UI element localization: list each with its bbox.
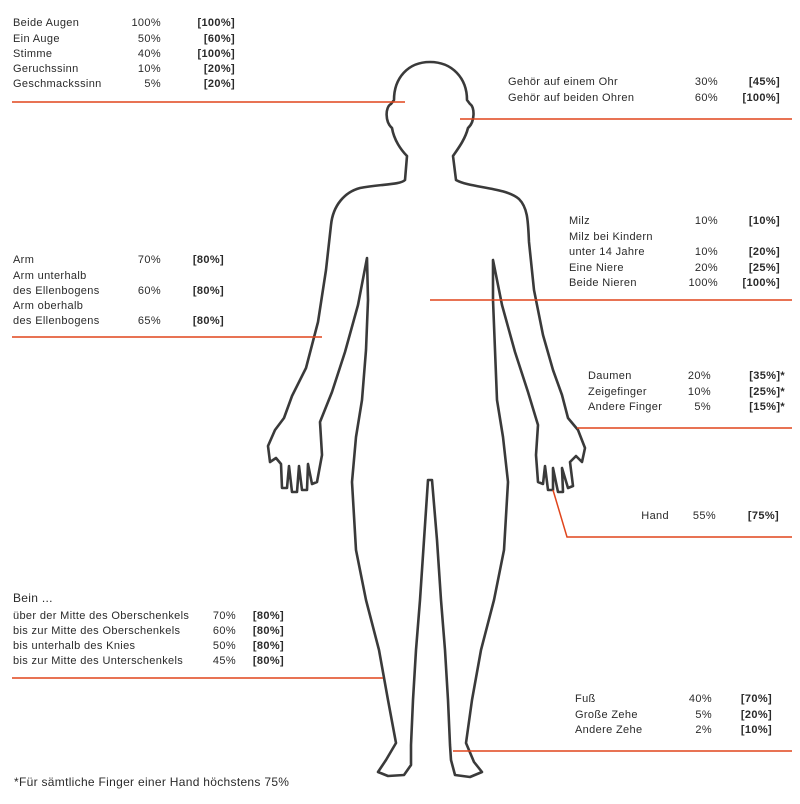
- body-part-label: Geruchssinn: [13, 63, 79, 76]
- body-part-label: Stimme: [13, 47, 53, 60]
- percentage-value: 60%: [137, 284, 161, 297]
- max-value: [10%]: [740, 724, 772, 736]
- percentage-value: 70%: [212, 609, 236, 622]
- max-value: [20%]: [203, 63, 235, 76]
- body-part-label: Andere Zehe: [575, 724, 643, 736]
- body-part-label: Beide Augen: [13, 17, 80, 30]
- body-part-label: Arm oberhalb: [13, 300, 84, 313]
- max-value: [20%]: [748, 246, 780, 258]
- table-row: [13, 314, 224, 329]
- table-row: [569, 214, 780, 230]
- organs-group: [569, 214, 780, 292]
- body-part-label: Eine Niere: [569, 261, 624, 274]
- table-row: [13, 624, 284, 639]
- human-body-outline: [268, 62, 585, 777]
- body-part-label: Arm unterhalb: [13, 269, 87, 282]
- max-value: [20%]: [740, 708, 772, 721]
- max-value: [80%]: [252, 609, 284, 622]
- body-part-label: Daumen: [588, 370, 632, 382]
- table-row: [569, 245, 780, 261]
- table-row: [13, 284, 224, 299]
- max-value: [80%]: [252, 654, 284, 667]
- hand-group: [600, 509, 779, 524]
- percentage-value: 20%: [687, 370, 711, 382]
- max-value: [80%]: [192, 315, 224, 328]
- head-senses-group: [13, 16, 235, 92]
- body-part-label: des Ellenbogens: [13, 315, 100, 328]
- body-part-label: Ein Auge: [13, 32, 60, 45]
- max-value: [20%]: [203, 78, 235, 91]
- max-value: [35%]*: [749, 370, 785, 382]
- table-row: [13, 609, 284, 624]
- foot-group: [575, 692, 772, 739]
- max-value: [80%]: [192, 254, 224, 267]
- max-value: [100%]: [742, 277, 780, 289]
- percentage-value: 40%: [688, 693, 712, 705]
- footnote: *Für sämtliche Finger einer Hand höchstens 75%: [14, 775, 290, 789]
- max-value: [100%]: [197, 47, 235, 60]
- body-part-label: Milz: [569, 215, 590, 227]
- table-row: [588, 369, 785, 385]
- percentage-value: 55%: [692, 509, 716, 522]
- percentage-value: 65%: [137, 315, 161, 328]
- max-value: [75%]: [747, 509, 779, 522]
- percentage-value: 10%: [694, 246, 718, 258]
- table-row: [588, 400, 785, 416]
- max-value: [100%]: [197, 17, 235, 30]
- percentage-value: 10%: [694, 215, 718, 227]
- percentage-value: 100%: [131, 17, 161, 30]
- percentage-value: 10%: [687, 385, 711, 398]
- leg-group: [13, 589, 284, 669]
- body-part-label: Milz bei Kindern: [569, 230, 653, 243]
- table-row: [508, 90, 780, 106]
- body-part-label: Gehör auf beiden Ohren: [508, 92, 635, 104]
- percentage-value: 60%: [212, 624, 236, 637]
- body-part-label: bis zur Mitte des Oberschenkels: [13, 624, 181, 637]
- max-value: [15%]*: [749, 401, 785, 413]
- percentage-value: 70%: [137, 254, 161, 267]
- max-value: [80%]: [252, 624, 284, 637]
- table-row: [13, 16, 235, 31]
- table-row: [569, 261, 780, 277]
- percentage-value: 60%: [694, 92, 718, 104]
- table-row: [13, 47, 235, 62]
- body-part-label: unter 14 Jahre: [569, 246, 645, 258]
- body-part-label: Große Zehe: [575, 708, 638, 721]
- max-value: [45%]: [748, 76, 780, 88]
- max-value: [100%]: [742, 92, 780, 104]
- table-row: [569, 230, 780, 246]
- arm-group: [13, 253, 224, 329]
- max-value: [25%]*: [749, 385, 785, 398]
- table-row: [575, 708, 772, 724]
- percentage-value: 45%: [212, 654, 236, 667]
- percentage-value: 30%: [694, 76, 718, 88]
- table-row: [13, 77, 235, 92]
- table-row: [13, 62, 235, 77]
- body-part-label: bis unterhalb des Knies: [13, 639, 136, 652]
- percentage-value: 10%: [137, 63, 161, 76]
- percentage-value: 5%: [144, 78, 161, 91]
- body-part-label: Gehör auf einem Ohr: [508, 76, 618, 88]
- table-row: [575, 692, 772, 708]
- max-value: [80%]: [252, 639, 284, 652]
- table-row: [13, 32, 235, 47]
- max-value: [60%]: [203, 32, 235, 45]
- fingers-group: [588, 369, 785, 416]
- percentage-value: 50%: [212, 639, 236, 652]
- percentage-value: 5%: [694, 401, 711, 413]
- table-row: [569, 276, 780, 292]
- max-value: [70%]: [740, 693, 772, 705]
- percentage-value: 40%: [137, 47, 161, 60]
- table-row: [508, 74, 780, 90]
- body-part-label: Arm: [13, 254, 35, 267]
- table-row: [600, 509, 779, 524]
- table-row: [13, 639, 284, 654]
- body-part-label: Zeigefinger: [588, 385, 647, 398]
- table-row: [13, 269, 224, 284]
- body-part-label: Hand: [641, 509, 669, 522]
- table-row: [13, 253, 224, 268]
- table-row: [13, 299, 224, 314]
- max-value: [25%]: [748, 261, 780, 274]
- percentage-value: 100%: [688, 277, 718, 289]
- body-part-label: Geschmackssinn: [13, 78, 102, 91]
- table-row: [575, 723, 772, 739]
- leg-group-title: Bein ...: [13, 591, 53, 605]
- body-part-label: über der Mitte des Oberschenkels: [13, 609, 190, 622]
- max-value: [80%]: [192, 284, 224, 297]
- body-part-label: Beide Nieren: [569, 277, 637, 289]
- body-part-label: Fuß: [575, 693, 596, 705]
- table-row: [13, 654, 284, 669]
- percentage-value: 2%: [695, 724, 712, 736]
- body-part-label: bis zur Mitte des Unterschenkels: [13, 654, 184, 667]
- max-value: [10%]: [748, 215, 780, 227]
- table-row: [588, 385, 785, 401]
- percentage-value: 50%: [137, 32, 161, 45]
- hearing-group: [508, 74, 780, 106]
- percentage-value: 20%: [694, 261, 718, 274]
- body-part-label: des Ellenbogens: [13, 284, 100, 297]
- percentage-value: 5%: [695, 708, 712, 721]
- body-part-label: Andere Finger: [588, 401, 663, 413]
